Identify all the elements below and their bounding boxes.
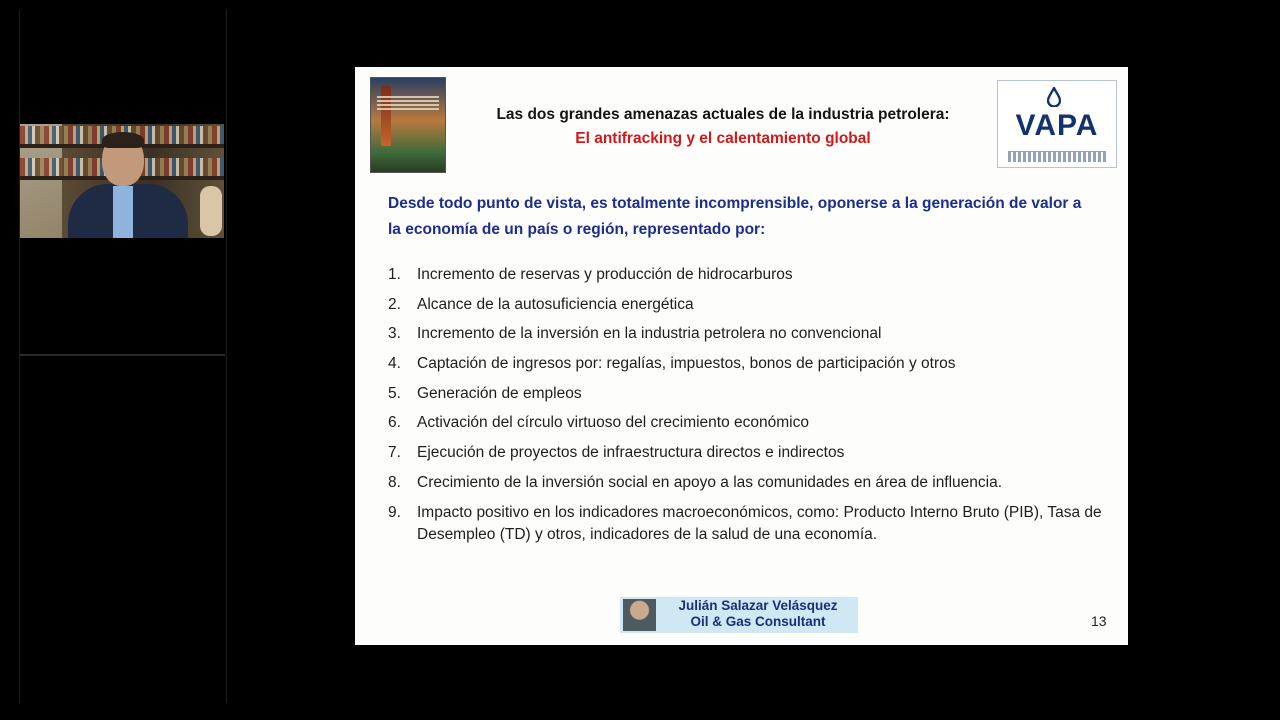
item-text: Generación de empleos [417,384,582,402]
participant-shirt [113,186,133,238]
author-badge [620,597,858,633]
slide-title-line1: Las dos grandes amenazas actuales de la industria petrolera: [496,106,950,123]
item-text: Incremento de la inversión en la industria petrolera no convencional [417,325,882,343]
list-item [388,502,1108,547]
list-item [388,383,1108,406]
list-item [388,412,1108,435]
participant-strip [19,10,227,703]
item-number: 5. [388,384,401,402]
item-number: 1. [388,266,401,283]
logo-subtitle-lines [1008,151,1106,162]
item-text: Crecimiento de la inversión social en apoyo a las comunidades en área de influencia. [417,473,1003,491]
author-role: Oil & Gas Consultant [690,614,826,629]
slide-title [453,103,993,151]
list-item [388,264,1108,287]
item-text: Captación de ingresos por: regalías, impuestos, bonos de participación y otros [417,355,956,373]
vapa-logo [997,80,1117,168]
item-number: 3. [388,325,401,343]
shared-slide [355,67,1128,645]
participant-video-tile[interactable] [20,124,224,238]
author-name: Julián Salazar Velásquez [678,598,838,613]
item-number: 2. [388,295,401,313]
slide-intro: Desde todo punto de vista, es totalmente incomprensible, oponerse a la generación de valor a la economía de un país o región, representado por: [388,195,1082,238]
list-item [388,353,1108,376]
water-drop-icon [1047,87,1061,107]
item-text: Activación del círculo virtuoso del crecimiento económico [417,414,809,432]
page-number: 13 [1091,613,1107,629]
item-text: Ejecución de proyectos de infraestructura directos e indirectos [417,444,845,462]
list-item [388,442,1108,465]
item-text: Incremento de reservas y producción de hidrocarburos [417,266,793,283]
item-number: 9. [388,503,401,521]
item-number: 7. [388,444,401,462]
logo-text: VAPA [1015,109,1099,142]
author-info [660,598,856,630]
item-number: 6. [388,414,401,432]
item-number: 8. [388,473,401,491]
book-cover-image [370,77,446,173]
slide-list [388,264,1108,554]
slide-title-line2: El antifracking y el calentamiento global [575,130,871,147]
list-item [388,294,1108,317]
list-item [388,472,1108,495]
participant-hand [200,186,222,236]
item-text: Impacto positivo en los indicadores macroeconómicos, como: Producto Interno Bruto (PIB), Tasa de Desempleo (TD) y otros, indicadores de la salud de una economía. [417,503,1102,543]
author-photo [623,599,656,631]
participant-hair [102,132,144,148]
tile-divider [19,354,225,356]
item-text: Alcance de la autosuficiencia energética [417,295,694,313]
oil-rig-icon [381,86,391,146]
book-title-lines [377,96,439,112]
list-item [388,323,1108,346]
item-number: 4. [388,355,401,373]
